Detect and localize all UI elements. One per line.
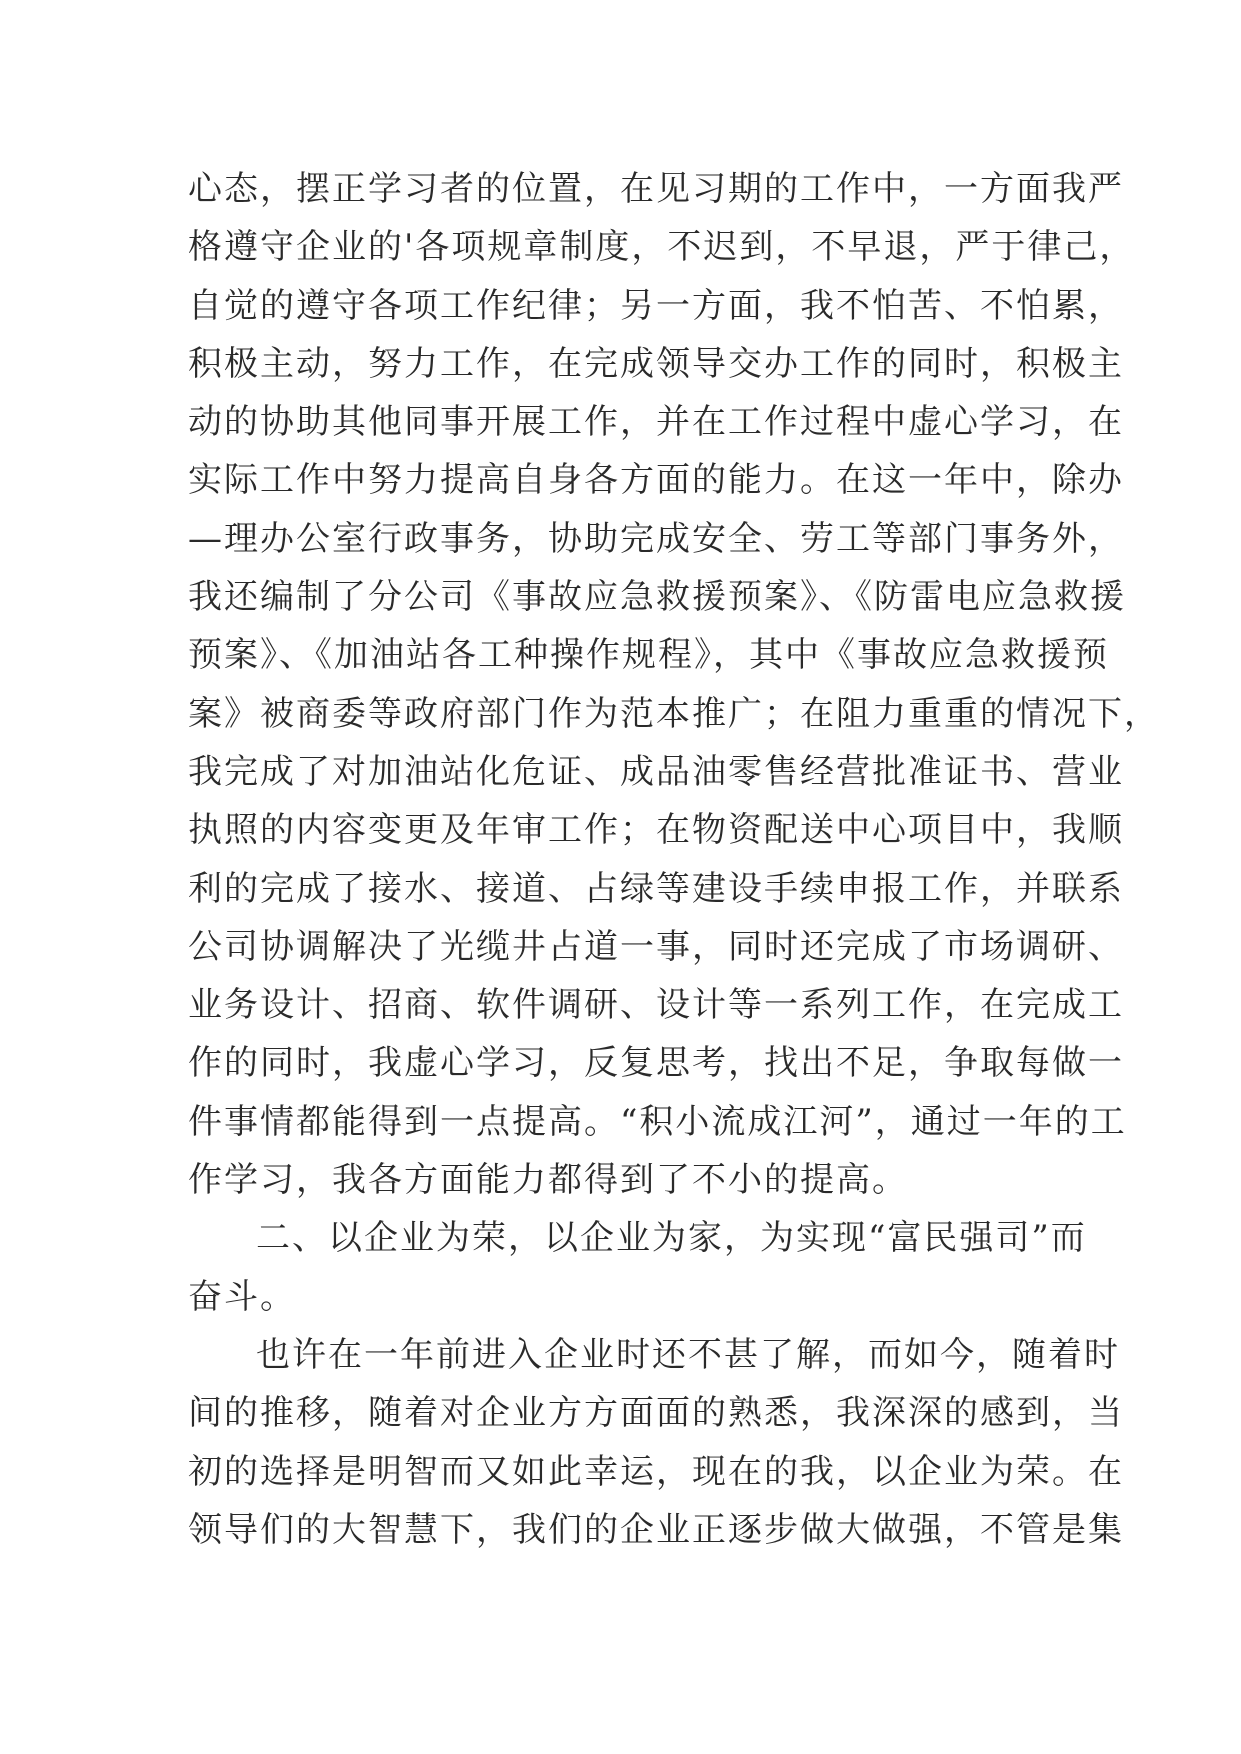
text-line: 件事情都能得到一点提高。“积小流成江河”，通过一年的工 [188, 1101, 1127, 1142]
text-line: 实际工作中努力提高自身各方面的能力。在这一年中，除办 [188, 460, 1124, 501]
text-line: 积极主动，努力工作，在完成领导交办工作的同时，积极主 [188, 343, 1124, 384]
text-line: 作学习，我各方面能力都得到了不小的提高。 [188, 1160, 908, 1201]
section-heading-line: 二、以企业为荣，以企业为家，为实现“富民强司”而 [256, 1218, 1087, 1259]
text-line: 业务设计、招商、软件调研、设计等一系列工作，在完成工 [188, 985, 1124, 1026]
text-line: 作的同时，我虚心学习，反复思考，找出不足，争取每做一 [188, 1043, 1124, 1084]
text-line: 公司协调解决了光缆井占道一事，同时还完成了市场调研、 [188, 926, 1124, 967]
text-line: 执照的内容变更及年审工作；在物资配送中心项目中，我顺 [188, 810, 1124, 851]
text-line: 我完成了对加油站化危证、成品油零售经营批准证书、营业 [188, 751, 1124, 792]
text-line: 案》被商委等政府部门作为范本推广；在阻力重重的情况下， [188, 693, 1160, 734]
text-line: 领导们的大智慧下，我们的企业正逐步做大做强，不管是集 [188, 1509, 1124, 1550]
text-line: 动的协助其他同事开展工作，并在工作过程中虚心学习，在 [188, 402, 1124, 443]
body-text [188, 160, 1160, 1559]
text-line: 预案》、《加油站各工种操作规程》，其中《事故应急救援预 [188, 635, 1109, 676]
text-line: 心态，摆正学习者的位置，在见习期的工作中，一方面我严 [188, 169, 1124, 209]
text-line: —理办公室行政事务，协助完成安全、劳工等部门事务外， [188, 518, 1124, 559]
text-line: 间的推移，随着对企业方方面面的熟悉，我深深的感到，当 [188, 1393, 1124, 1434]
text-line: 自觉的遵守各项工作纪律；另一方面，我不怕苦、不怕累， [188, 285, 1124, 326]
text-line: 我还编制了分公司《事故应急救援预案》、《防雷电应急救援 [188, 577, 1126, 618]
text-line: 格遵守企业的'各项规章制度，不迟到，不早退，严于律己， [188, 227, 1136, 268]
text-line: 利的完成了接水、接道、占绿等建设手续申报工作，并联系 [188, 868, 1124, 909]
section-heading-line: 奋斗。 [188, 1276, 296, 1317]
text-line: 也许在一年前进入企业时还不甚了解，而如今，随着时 [256, 1334, 1120, 1375]
text-line: 初的选择是明智而又如此幸运，现在的我，以企业为荣。在 [188, 1451, 1124, 1492]
